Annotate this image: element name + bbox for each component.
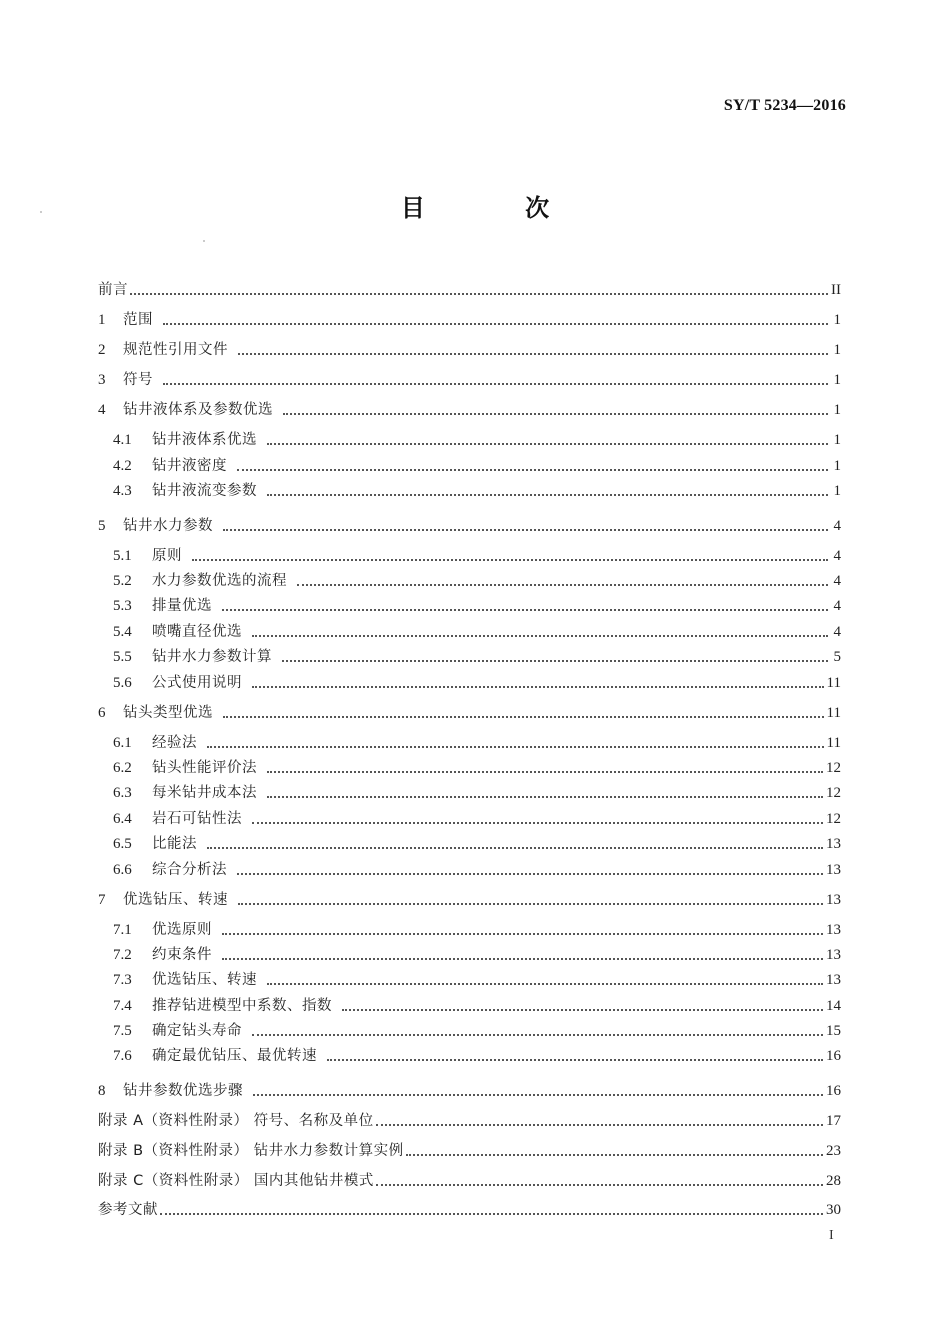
toc-dot-leader (376, 1124, 823, 1126)
toc-entry-label: 参考文献 (98, 1202, 158, 1218)
toc-entry-page: 11 (826, 675, 841, 691)
toc-dot-leader (267, 796, 823, 798)
toc-dot-leader (252, 1034, 823, 1036)
toc-entry-page: 12 (826, 811, 841, 827)
toc-dot-leader (222, 958, 823, 960)
toc-entry-label: 公式使用说明 (152, 675, 242, 691)
toc-entry[interactable] (113, 859, 841, 881)
toc-entry-number: 7.2 (113, 947, 132, 963)
toc-entry-page: 1 (833, 483, 841, 499)
toc-entry-label: 钻井参数优选步骤 (123, 1083, 243, 1099)
toc-dot-leader (163, 323, 828, 325)
toc-entry-number: 7.4 (113, 998, 132, 1014)
toc-dot-leader (283, 413, 828, 415)
toc-entry-number: 4.3 (113, 483, 132, 499)
toc-entry-label: 排量优选 (152, 598, 212, 614)
toc-entry-page: 1 (833, 432, 841, 448)
toc-entry-number: 6.6 (113, 862, 132, 878)
toc-dot-leader (222, 609, 828, 611)
toc-entry-number: 6.5 (113, 836, 132, 852)
toc-dot-leader (192, 559, 828, 561)
toc-entry-page: 12 (826, 760, 841, 776)
toc-dot-leader (376, 1184, 823, 1186)
toc-entry-label: 每米钻井成本法 (152, 785, 257, 801)
toc-entry-page: 4 (833, 573, 841, 589)
toc-dot-leader (223, 716, 824, 718)
toc-entry-page: 12 (826, 785, 841, 801)
toc-dot-leader (252, 686, 824, 688)
toc-entry-page: 13 (826, 892, 841, 908)
toc-dot-leader (222, 933, 823, 935)
toc-entry[interactable] (98, 1199, 841, 1221)
toc-entry[interactable] (113, 570, 841, 592)
toc-entry[interactable] (113, 944, 841, 966)
toc-entry-label: 优选原则 (152, 922, 212, 938)
toc-entry-page: 13 (826, 972, 841, 988)
toc-entry[interactable] (113, 595, 841, 617)
toc-dot-leader (130, 293, 828, 295)
toc-entry[interactable] (98, 1170, 841, 1192)
toc-dot-leader (160, 1213, 823, 1215)
scan-speck (203, 240, 205, 242)
toc-entry[interactable] (113, 969, 841, 991)
toc-entry-label: 范围 (123, 312, 153, 328)
toc-entry[interactable] (98, 1140, 841, 1162)
toc-dot-leader (267, 443, 828, 445)
toc-entry-page: 14 (826, 998, 841, 1014)
toc-entry-label: 钻井液流变参数 (152, 483, 257, 499)
toc-entry-number: 6.1 (113, 735, 132, 751)
toc-dot-leader (267, 771, 823, 773)
toc-entry-label: 水力参数优选的流程 (152, 573, 287, 589)
toc-entry-page: 1 (833, 402, 841, 418)
toc-entry[interactable] (98, 702, 841, 724)
toc-entry[interactable] (113, 1045, 841, 1067)
toc-entry-label: 钻井液体系优选 (152, 432, 257, 448)
toc-entry-label: 附录 B（资料性附录） 钻井水力参数计算实例 (98, 1143, 404, 1159)
toc-entry[interactable] (98, 279, 841, 301)
toc-entry-page: 5 (833, 649, 841, 665)
toc-entry-number: 6 (98, 705, 106, 721)
toc-dot-leader (237, 873, 823, 875)
toc-entry-page: 13 (826, 947, 841, 963)
toc-entry-page: 4 (833, 518, 841, 534)
toc-dot-leader (163, 383, 828, 385)
toc-entry-number: 5.6 (113, 675, 132, 691)
toc-entry-number: 7.3 (113, 972, 132, 988)
toc-entry-page: 13 (826, 922, 841, 938)
toc-entry-page: 1 (833, 312, 841, 328)
toc-entry[interactable] (113, 995, 841, 1017)
toc-dot-leader (238, 353, 828, 355)
toc-entry-number: 2 (98, 342, 106, 358)
toc-dot-leader (406, 1154, 823, 1156)
toc-dot-leader (253, 1094, 823, 1096)
toc-entry[interactable] (113, 672, 841, 694)
toc-entry-page: 28 (826, 1173, 841, 1189)
toc-dot-leader (252, 635, 828, 637)
toc-entry-label: 确定钻头寿命 (152, 1023, 242, 1039)
standard-code: SY/T 5234—2016 (723, 97, 846, 114)
toc-entry-label: 确定最优钻压、最优转速 (152, 1048, 317, 1064)
toc-dot-leader (327, 1059, 823, 1061)
scan-speck (40, 211, 42, 213)
toc-entry[interactable] (113, 732, 841, 754)
toc-entry[interactable] (113, 782, 841, 804)
toc-entry-number: 4.2 (113, 458, 132, 474)
toc-entry-number: 4 (98, 402, 106, 418)
toc-entry-number: 8 (98, 1083, 106, 1099)
toc-entry-label: 优选钻压、转速 (123, 892, 228, 908)
toc-entry[interactable] (113, 808, 841, 830)
toc-entry[interactable] (113, 646, 841, 668)
toc-entry[interactable] (98, 1110, 841, 1132)
toc-entry-page: 13 (826, 862, 841, 878)
toc-entry[interactable] (113, 1020, 841, 1042)
toc-entry-label: 岩石可钻性法 (152, 811, 242, 827)
toc-entry-page: 1 (833, 342, 841, 358)
toc-entry-page: 11 (826, 735, 841, 751)
toc-entry-label: 优选钻压、转速 (152, 972, 257, 988)
toc-dot-leader (252, 822, 823, 824)
toc-entry[interactable] (98, 889, 841, 911)
toc-entry-page: 16 (826, 1083, 841, 1099)
toc-entry[interactable] (113, 919, 841, 941)
toc-entry-page: 1 (833, 458, 841, 474)
toc-entry[interactable] (113, 455, 841, 477)
toc-entry-label: 钻井水力参数计算 (152, 649, 272, 665)
toc-dot-leader (297, 584, 828, 586)
toc-entry[interactable] (98, 339, 841, 361)
toc-entry-page: 23 (826, 1143, 841, 1159)
toc-entry-number: 5.3 (113, 598, 132, 614)
toc-entry[interactable] (113, 429, 841, 451)
toc-entry-number: 5.1 (113, 548, 132, 564)
toc-entry-label: 附录 A（资料性附录） 符号、名称及单位 (98, 1113, 374, 1129)
toc-entry-number: 7.5 (113, 1023, 132, 1039)
toc-entry[interactable] (98, 399, 841, 421)
toc-entry-label: 钻井水力参数 (123, 518, 213, 534)
toc-entry[interactable] (113, 621, 841, 643)
toc-entry-page: 1 (833, 372, 841, 388)
toc-entry-label: 钻井液密度 (152, 458, 227, 474)
toc-entry-label: 经验法 (152, 735, 197, 751)
toc-entry-number: 5 (98, 518, 106, 534)
toc-entry-page: 4 (833, 598, 841, 614)
toc-entry-number: 4.1 (113, 432, 132, 448)
toc-entry-page: 16 (826, 1048, 841, 1064)
toc-entry-label: 比能法 (152, 836, 197, 852)
toc-entry-label: 符号 (123, 372, 153, 388)
page-title: 目 次 (400, 194, 596, 222)
toc-entry-label: 推荐钻进模型中系数、指数 (152, 998, 332, 1014)
toc-entry[interactable] (98, 309, 841, 331)
toc-entry-page: 30 (826, 1202, 841, 1218)
toc-entry-number: 7.1 (113, 922, 132, 938)
toc-entry-label: 钻头类型优选 (123, 705, 213, 721)
toc-entry-number: 3 (98, 372, 106, 388)
toc-dot-leader (207, 847, 823, 849)
toc-entry-number: 6.3 (113, 785, 132, 801)
toc-entry-label: 约束条件 (152, 947, 212, 963)
toc-entry-label: 前言 (98, 282, 128, 298)
toc-dot-leader (282, 660, 828, 662)
toc-entry[interactable] (113, 833, 841, 855)
toc-entry-page: 4 (833, 548, 841, 564)
toc-entry-label: 综合分析法 (152, 862, 227, 878)
toc-entry[interactable] (113, 545, 841, 567)
toc-entry-label: 钻头性能评价法 (152, 760, 257, 776)
toc-entry-number: 5.5 (113, 649, 132, 665)
page-number: I (829, 1228, 834, 1243)
toc-dot-leader (267, 494, 828, 496)
toc-dot-leader (207, 746, 824, 748)
toc-dot-leader (267, 983, 823, 985)
toc-entry[interactable] (98, 369, 841, 391)
toc-entry-number: 6.2 (113, 760, 132, 776)
toc-entry-number: 5.4 (113, 624, 132, 640)
toc-entry-number: 6.4 (113, 811, 132, 827)
toc-entry-page: 15 (826, 1023, 841, 1039)
toc-entry-label: 规范性引用文件 (123, 342, 228, 358)
toc-entry-label: 钻井液体系及参数优选 (123, 402, 273, 418)
toc-dot-leader (238, 903, 823, 905)
toc-entry-number: 5.2 (113, 573, 132, 589)
toc-entry-page: 17 (826, 1113, 841, 1129)
toc-entry-page: 11 (826, 705, 841, 721)
toc-dot-leader (342, 1009, 823, 1011)
toc-entry-label: 原则 (152, 548, 182, 564)
toc-dot-leader (223, 529, 828, 531)
toc-dot-leader (237, 469, 828, 471)
toc-entry-page: 4 (833, 624, 841, 640)
toc-entry-page: 13 (826, 836, 841, 852)
toc-entry-label: 附录 C（资料性附录） 国内其他钻井模式 (98, 1173, 374, 1189)
toc-entry[interactable] (98, 1080, 841, 1102)
toc-entry-page: II (831, 282, 841, 298)
toc-entry[interactable] (113, 757, 841, 779)
toc-entry[interactable] (113, 480, 841, 502)
toc-entry-label: 喷嘴直径优选 (152, 624, 242, 640)
toc-entry[interactable] (98, 515, 841, 537)
toc-entry-number: 7 (98, 892, 106, 908)
toc-entry-number: 7.6 (113, 1048, 132, 1064)
toc-entry-number: 1 (98, 312, 106, 328)
